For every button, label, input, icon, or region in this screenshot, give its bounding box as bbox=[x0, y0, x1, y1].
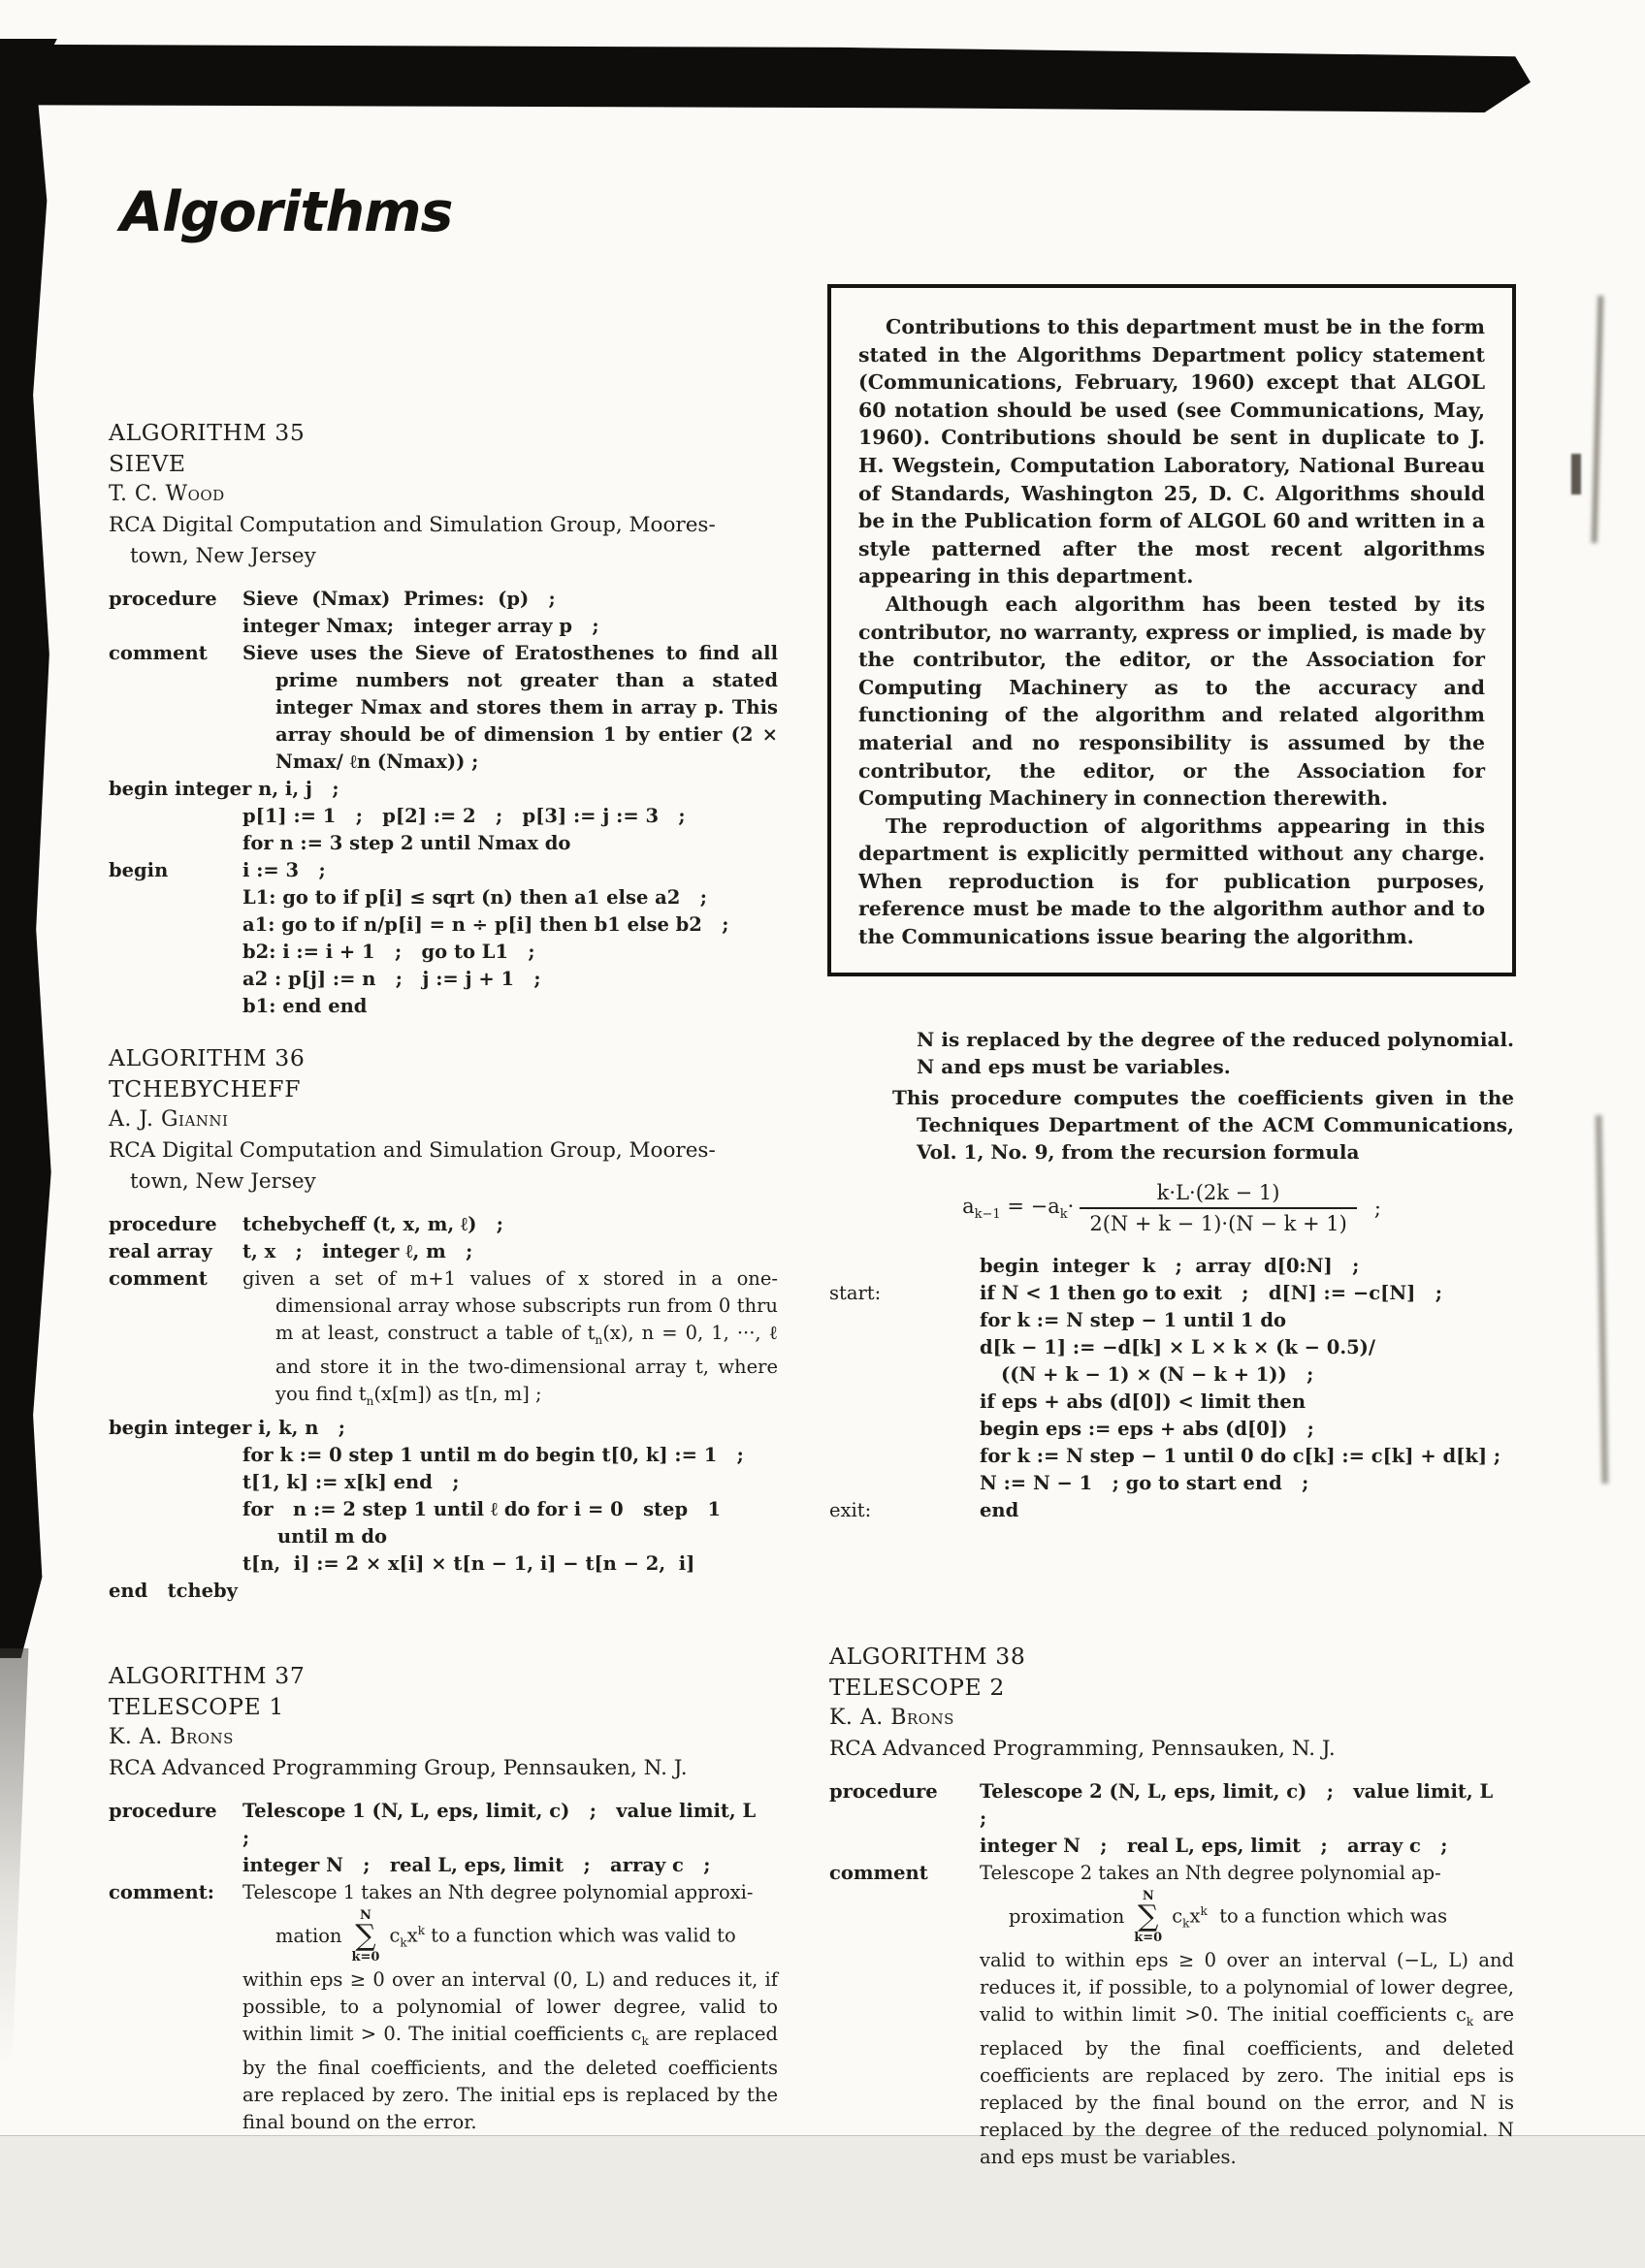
subscript: k bbox=[1182, 1916, 1190, 1931]
scan-smudge bbox=[1571, 454, 1581, 495]
comment-row bbox=[829, 1860, 1514, 1887]
code-text: a2 : p[j] := n ; j := j + 1 ; bbox=[242, 968, 541, 990]
affiliation-line: RCA Advanced Programming Group, Pennsauken, N. J. bbox=[109, 1756, 688, 1780]
code-label bbox=[109, 884, 242, 911]
code-row bbox=[829, 1443, 1514, 1470]
code-label bbox=[829, 1470, 980, 1497]
continuation-paragraph: N is replaced by the degree of the reduced polynomial. N and eps must be variables. bbox=[917, 1028, 1514, 1078]
policy-paragraph: Contributions to this department must be in the form stated in the Algorithms Department policy statement (Communications, February, 1960) except that ALGOL 60 notation should be used (see Communications, May, 1960). Contributions should be sent in duplicate to J. H. Wegstein, Computation Laboratory, National Bureau of Standards, Washington 25, D. C. Algorithms should be in the Publication form of ALGOL 60 and written in a style patterned after the most recent algorithms appearing in this department. bbox=[858, 315, 1485, 589]
sum-post-text bbox=[1172, 1899, 1447, 1935]
code-row bbox=[829, 1334, 1514, 1361]
comment-continuation bbox=[242, 1966, 778, 2136]
comment-segment: valid to within eps ≥ 0 over an interval (−L, L) and reduces it, if possible, to a polynomial of lower degree, valid to within limit >0. The initial coefficients c bbox=[980, 1949, 1514, 2026]
scan-smudge bbox=[1596, 1115, 1609, 1484]
algorithm-number: ALGORITHM 36 bbox=[109, 1044, 306, 1071]
subscript: k bbox=[1059, 1207, 1068, 1223]
keyword-label: real array bbox=[109, 1240, 212, 1262]
code-label bbox=[829, 1443, 980, 1470]
code-row bbox=[829, 1307, 1514, 1334]
policy-paragraph: Although each algorithm has been tested by its contributor, no warranty, express or implied, is made by the contributor, the editor, or the Association for Computing Machinery as to the accuracy and functioning of the algorithm and related algorithm material and no responsibility is assumed by the contributor, the editor, or the Association for Computing Machinery in connection therewith. bbox=[858, 591, 1485, 811]
summation-line bbox=[109, 1906, 778, 1966]
policy-paragraph: The reproduction of algorithms appearing in this department is explicitly permitted without any charge. When reproduction is for publication purposes, reference must be made to the algorithm author and to the Communications issue bearing the algorithm. bbox=[858, 814, 1485, 949]
superscript: k bbox=[1200, 1903, 1208, 1918]
sum-lower-limit: k=0 bbox=[1134, 1931, 1163, 1946]
algorithm-name: TELESCOPE 2 bbox=[829, 1674, 1005, 1701]
keyword-label: comment bbox=[109, 1267, 208, 1290]
affiliation-line: RCA Digital Computation and Simulation Group, Moores- bbox=[109, 513, 716, 537]
algorithm-number: ALGORITHM 35 bbox=[109, 419, 306, 446]
code-text: begin eps := eps + abs (d[0]) ; bbox=[980, 1418, 1314, 1440]
term-base: x bbox=[1189, 1904, 1201, 1928]
code-label bbox=[829, 1389, 980, 1416]
algorithm-35 bbox=[109, 417, 778, 1020]
sum-lower-limit: k=0 bbox=[351, 1950, 380, 1965]
code-text: t[1, k] := x[k] end ; bbox=[242, 1470, 460, 1493]
code-label bbox=[829, 1253, 980, 1280]
scan-left-fade bbox=[0, 1648, 41, 2065]
procedure-row bbox=[829, 1778, 1514, 1833]
procedure-block bbox=[829, 1778, 1514, 2171]
keyword-label: procedure bbox=[109, 588, 217, 610]
code-label bbox=[109, 830, 242, 857]
code-label bbox=[109, 966, 242, 993]
fraction-numerator: k·L·(2k − 1) bbox=[1156, 1181, 1280, 1204]
comment-segment: (x[m]) as t[n, m] ; bbox=[373, 1382, 542, 1405]
policy-box bbox=[827, 284, 1516, 976]
code-line: end tcheby bbox=[109, 1579, 239, 1602]
algorithm-name: TCHEBYCHEFF bbox=[109, 1075, 302, 1102]
comment-segment: to a function which was valid to bbox=[425, 1924, 736, 1947]
procedure-row bbox=[109, 1798, 778, 1852]
subscript: k bbox=[400, 1935, 407, 1950]
summation-symbol bbox=[1134, 1890, 1162, 1945]
keyword-label: comment bbox=[829, 1862, 928, 1884]
comment-segment: (x), n = 0, 1, ···, ℓ and store it in the two-dimensional array t, where you find t bbox=[275, 1322, 778, 1405]
procedure-row bbox=[109, 613, 778, 640]
code-text: b2: i := i + 1 ; go to L1 ; bbox=[242, 941, 535, 963]
keyword-label: comment bbox=[109, 642, 208, 664]
sigma-icon: ∑ bbox=[355, 1918, 376, 1953]
code-label bbox=[109, 1550, 242, 1578]
algorithm-37 bbox=[109, 1660, 778, 2136]
term-base: c bbox=[1172, 1904, 1183, 1928]
scan-top-band bbox=[0, 37, 1531, 112]
code-row bbox=[829, 1361, 1514, 1389]
code-row bbox=[109, 830, 778, 857]
scan-left-band bbox=[0, 39, 60, 1658]
code-row bbox=[109, 803, 778, 830]
subscript: n bbox=[366, 1393, 374, 1408]
procedure-text: tchebycheff (t, x, m, ℓ) ; bbox=[242, 1213, 504, 1235]
formula-lhs bbox=[962, 1195, 1074, 1222]
code-row bbox=[109, 993, 778, 1020]
sum-upper-limit: N bbox=[1142, 1888, 1154, 1903]
affiliation-line: RCA Advanced Programming, Pennsauken, N. J. bbox=[829, 1737, 1336, 1761]
comment-segment: are replaced by the final coefficients, and the deleted coefficients are replaced by zero. The initial eps is replaced by the final bound on the error. bbox=[242, 2023, 778, 2133]
scan-smudge bbox=[1592, 296, 1604, 543]
code-row bbox=[109, 939, 778, 966]
procedure-block bbox=[109, 1798, 778, 2136]
superscript: k bbox=[417, 1923, 426, 1937]
code-label: start: bbox=[829, 1282, 882, 1304]
algorithm-36 bbox=[109, 1042, 778, 1605]
algorithm-37-continuation bbox=[829, 1026, 1514, 1524]
code-text: b1: end end bbox=[242, 995, 368, 1017]
fraction-denominator: 2(N + k − 1)·(N − k + 1) bbox=[1080, 1207, 1357, 1235]
summation-symbol bbox=[352, 1909, 380, 1965]
code-label bbox=[829, 1334, 980, 1361]
procedure-row bbox=[829, 1833, 1514, 1860]
subscript: k−1 bbox=[974, 1207, 1001, 1223]
code-row bbox=[109, 911, 778, 939]
code-label: exit: bbox=[829, 1499, 872, 1521]
author: T. C. Wood bbox=[109, 482, 225, 506]
code-label bbox=[109, 939, 242, 966]
procedure-text: Telescope 2 (N, L, eps, limit, c) ; value limit, L ; bbox=[980, 1780, 1513, 1830]
code-line: begin integer n, i, j ; bbox=[109, 778, 339, 800]
algorithm-name: TELESCOPE 1 bbox=[109, 1693, 284, 1720]
subscript: k bbox=[1466, 2014, 1474, 2028]
code-row bbox=[109, 1469, 778, 1496]
code-text: L1: go to if p[i] ≤ sqrt (n) then a1 else a2 ; bbox=[242, 886, 707, 909]
author: K. A. Brons bbox=[109, 1725, 234, 1749]
term-base: x bbox=[406, 1924, 418, 1947]
comment-text bbox=[242, 1265, 778, 1415]
keyword-label bbox=[109, 1852, 242, 1879]
sum-upper-limit: N bbox=[360, 1907, 371, 1923]
formula-semicolon: ; bbox=[1373, 1197, 1381, 1220]
procedure-block bbox=[109, 1211, 778, 1605]
code-label bbox=[109, 1442, 242, 1469]
code-label bbox=[109, 803, 242, 830]
code-text: d[k − 1] := −d[k] × L × k × (k − 0.5)/ bbox=[980, 1336, 1376, 1358]
code-label bbox=[109, 1469, 242, 1496]
multiplication-dot: · bbox=[1067, 1194, 1075, 1218]
recursion-formula bbox=[829, 1181, 1514, 1235]
comment-text: Telescope 2 takes an Nth degree polynomial ap- bbox=[980, 1862, 1441, 1884]
code-text: if N < 1 then go to exit ; d[N] := −c[N] ; bbox=[980, 1282, 1442, 1304]
affiliation-line: town, New Jersey bbox=[130, 1169, 316, 1194]
code-line: begin integer i, k, n ; bbox=[109, 1416, 345, 1439]
code-row bbox=[829, 1389, 1514, 1416]
algorithm-number: ALGORITHM 37 bbox=[109, 1662, 306, 1689]
code-label bbox=[829, 1307, 980, 1334]
summation-line bbox=[829, 1887, 1514, 1947]
keyword-label bbox=[109, 613, 242, 640]
sigma-icon: ∑ bbox=[1138, 1899, 1159, 1933]
comment-continuation bbox=[980, 1947, 1514, 2171]
comment-segment: are replaced by the final coefficients, and deleted coefficients are replaced by zero. The initial eps is replaced by the final bound on the error, and N is replaced by the degree of the reduced polynomial. N and eps must be variables. bbox=[980, 2003, 1515, 2168]
code-text: ((N + k − 1) × (N − k + 1)) ; bbox=[1001, 1363, 1314, 1386]
comment-text: Sieve uses the Sieve of Eratosthenes to find all prime numbers not greater than a stated integer Nmax and stores them in array p. This array should be of dimension 1 by entier (2 × Nmax/ ℓn (Nmax)) ; bbox=[242, 642, 778, 773]
code-row bbox=[109, 966, 778, 993]
comment-segment: given a set of m+1 values of x stored in a one-dimensional array whose subscripts run from 0 thru m at least, construct a table of t bbox=[242, 1267, 778, 1344]
sum-post-text bbox=[389, 1918, 735, 1955]
code-text: for n := 3 step 2 until Nmax do bbox=[242, 832, 571, 854]
code-text: for k := N step − 1 until 1 do bbox=[980, 1309, 1286, 1331]
code-row bbox=[829, 1416, 1514, 1443]
sum-pre-text: mation bbox=[275, 1925, 342, 1947]
code-text: p[1] := 1 ; p[2] := 2 ; p[3] := j := 3 ; bbox=[242, 805, 686, 827]
term-base: c bbox=[389, 1924, 401, 1947]
procedure-text: integer Nmax; integer array p ; bbox=[242, 615, 599, 637]
keyword-label bbox=[829, 1833, 980, 1860]
algorithm-name: SIEVE bbox=[109, 450, 186, 477]
term-base: a bbox=[962, 1194, 975, 1218]
fraction bbox=[1080, 1181, 1357, 1235]
code-row bbox=[829, 1497, 1514, 1524]
keyword-label: procedure bbox=[109, 1213, 217, 1235]
comment-segment: within eps ≥ 0 over an interval (0, L) and reduces it, if possible, to a polynomial of lower degree, valid to within limit > 0. The initial coefficients c bbox=[242, 1968, 778, 2045]
code-label: begin bbox=[109, 859, 169, 881]
procedure-row bbox=[109, 586, 778, 613]
code-label bbox=[109, 1523, 242, 1550]
code-text: end bbox=[980, 1499, 1019, 1521]
comment-row bbox=[109, 1879, 778, 1906]
procedure-block bbox=[109, 586, 778, 1020]
affiliation-line: town, New Jersey bbox=[130, 544, 316, 568]
code-row bbox=[109, 1442, 778, 1469]
keyword-label: procedure bbox=[109, 1800, 217, 1822]
code-text: begin integer k ; array d[0:N] ; bbox=[980, 1255, 1360, 1277]
subscript: k bbox=[641, 2033, 649, 2048]
author: A. J. Gianni bbox=[109, 1107, 229, 1132]
affiliation-line: RCA Digital Computation and Simulation Group, Moores- bbox=[109, 1138, 716, 1163]
algorithm-number: ALGORITHM 38 bbox=[829, 1643, 1026, 1670]
comment-text: Telescope 1 takes an Nth degree polynomial approxi- bbox=[242, 1881, 754, 1903]
procedure-text: integer N ; real L, eps, limit ; array c ; bbox=[980, 1835, 1448, 1857]
procedure-row bbox=[109, 1238, 778, 1265]
code-row bbox=[109, 1550, 778, 1578]
keyword-label: comment: bbox=[109, 1881, 214, 1903]
procedure-text: Telescope 1 (N, L, eps, limit, c) ; value limit, L ; bbox=[242, 1800, 776, 1849]
subscript: n bbox=[595, 1332, 603, 1347]
procedure-text: integer N ; real L, eps, limit ; array c ; bbox=[242, 1854, 711, 1876]
sum-pre-text: proximation bbox=[1009, 1905, 1125, 1928]
code-row bbox=[829, 1470, 1514, 1497]
code-row bbox=[829, 1280, 1514, 1307]
code-text: until m do bbox=[277, 1524, 388, 1548]
code-label bbox=[829, 1361, 980, 1389]
code-text: for n := 2 step 1 until ℓ do for i = 0 step 1 bbox=[242, 1497, 722, 1520]
comment-segment: to a function which was bbox=[1207, 1904, 1448, 1928]
code-row bbox=[109, 1496, 778, 1523]
code-text: a1: go to if n/p[i] = n ÷ p[i] then b1 else b2 ; bbox=[242, 913, 729, 936]
code-text: t[n, i] := 2 × x[i] × t[n − 1, i] − t[n − 2, i] bbox=[242, 1551, 695, 1575]
code-text: if eps + abs (d[0]) < limit then bbox=[980, 1390, 1306, 1413]
code-label bbox=[109, 993, 242, 1020]
comment-row bbox=[109, 1265, 778, 1415]
keyword-label: procedure bbox=[829, 1780, 938, 1803]
code-label bbox=[109, 911, 242, 939]
procedure-row bbox=[109, 1211, 778, 1238]
code-text: for k := 0 step 1 until m do begin t[0, k] := 1 ; bbox=[242, 1443, 744, 1466]
code-text: i := 3 ; bbox=[242, 859, 326, 881]
code-row bbox=[109, 857, 778, 884]
formula-mid: = −a bbox=[1000, 1194, 1060, 1218]
code-text: for k := N step − 1 until 0 do c[k] := c[k] + d[k] ; bbox=[980, 1445, 1501, 1467]
code-text: N := N − 1 ; go to start end ; bbox=[980, 1472, 1309, 1494]
procedure-row bbox=[109, 1852, 778, 1879]
algorithm-38 bbox=[829, 1641, 1514, 2171]
code-label bbox=[829, 1416, 980, 1443]
code-row bbox=[109, 884, 778, 911]
code-row bbox=[109, 1523, 778, 1550]
page-title: Algorithms bbox=[120, 180, 453, 244]
code-row bbox=[829, 1253, 1514, 1280]
code-label bbox=[109, 1496, 242, 1523]
continuation-paragraph: This procedure computes the coefficients given in the Techniques Department of the ACM Communications, Vol. 1, No. 9, from the recursion formula bbox=[892, 1086, 1514, 1164]
author: K. A. Brons bbox=[829, 1706, 954, 1730]
comment-row bbox=[109, 640, 778, 776]
procedure-text: Sieve (Nmax) Primes: (p) ; bbox=[242, 588, 556, 610]
procedure-text: t, x ; integer ℓ, m ; bbox=[242, 1240, 473, 1262]
